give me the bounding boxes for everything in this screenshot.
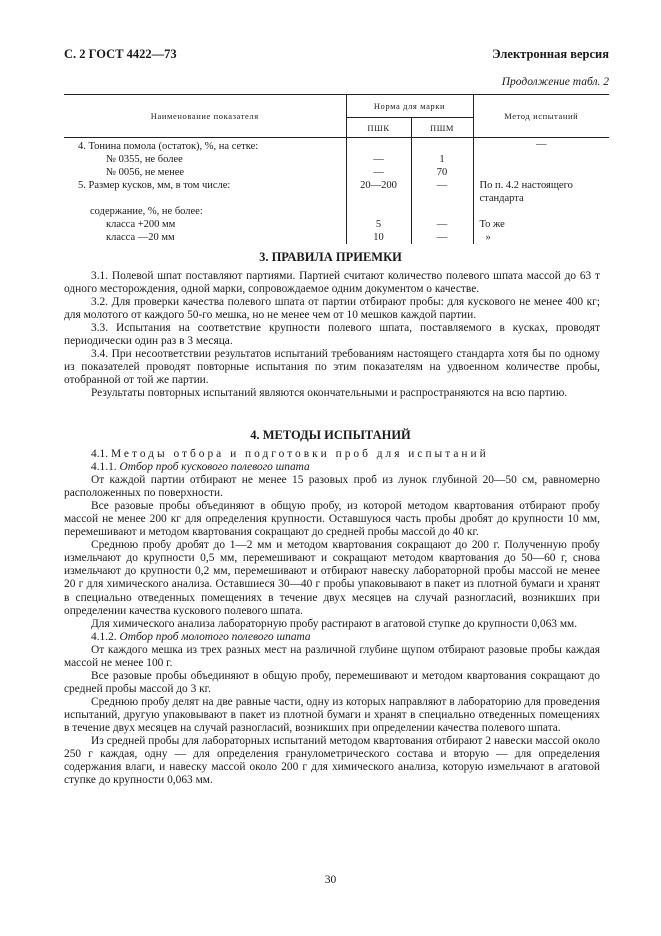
section-4-title: 4. МЕТОДЫ ИСПЫТАНИЙ <box>250 428 411 442</box>
table-row <box>64 166 609 179</box>
paragraph: 3.2. Для проверки качества полевого шпата от партии отбирают пробы: для кускового не менее 400 кг; для молотого от каждого 50-го мешка, но не менее чем от 10 мешков каждой партии. <box>64 296 600 322</box>
subsection-heading: 4.1.2. Отбор проб молотого полевого шпата <box>91 630 311 643</box>
paragraph: Среднюю пробу делят на две равные части, одну из которых направляют в лабораторию для проведения испытаний, другую упаковывают в пакет из плотной бумаги и хранят в специально отведенных помещениях в течение двух месяцев на случай разногласий, возникших при определении качества полевого шпата. <box>64 695 600 734</box>
paragraph: От каждого мешка из трех разных мест на различной глубине щупом отбирают разовые пробы каждая массой не менее 100 г. <box>64 643 600 669</box>
row-name: 5. Размер кусков, мм, в том числе: <box>78 180 231 191</box>
row-name: № 0355, не более <box>106 154 183 165</box>
paragraph: Для химического анализа лабораторную пробу растирают в агатовой ступке до крупности 0,063 мм. <box>91 617 578 630</box>
row-value-pshm: 70 <box>411 166 473 179</box>
header-grade-pshm: ПШМ <box>411 118 473 138</box>
row-name: № 0056, не менее <box>106 167 185 178</box>
subsection-title: Отбор проб кускового полевого шпата <box>119 461 310 474</box>
row-value-pshm: — <box>411 179 473 205</box>
header-right: Электронная версия <box>492 47 609 61</box>
row-value-pshm <box>411 205 473 218</box>
row-method <box>473 166 609 179</box>
row-method: » <box>473 231 609 244</box>
header-norm: Норма для марки <box>346 95 473 118</box>
row-value-pshm: — <box>411 231 473 244</box>
page-number: 30 <box>324 874 337 886</box>
header-grade-pshk: ПШК <box>346 118 411 138</box>
table-row <box>64 231 609 244</box>
row-method: То же <box>473 218 609 231</box>
row-value-pshk: 20—200 <box>346 179 411 205</box>
paragraph: Из средней пробы для лабораторных испытаний методом квартования отбирают 2 навески массой около 250 г каждая, одну — для определения гранулометрического состава и вторую — для определения содержания влаги, и навеску массой около 200 г для химического анализа, которую измельчают в агатовой ступке до крупности 0,063 мм. <box>64 735 600 787</box>
row-method <box>473 205 609 218</box>
paragraph: 3.3. Испытания на соответствие крупности полевого шпата, поставляемого в кусках, проводят периодически один раз в 3 месяца. <box>64 322 600 348</box>
subsection-heading: 4.1. Методы отбора и подготовки проб для испытаний <box>91 448 489 460</box>
row-method: — <box>473 138 609 154</box>
row-value-pshk <box>346 205 411 218</box>
paragraph: От каждой партии отбирают не менее 15 разовых проб из лунок глубиной 20—50 см, равномерно расположенных по поверхности. <box>64 474 600 500</box>
row-method: По п. 4.2 настоящего стандарта <box>473 179 609 205</box>
header-left: С. 2 ГОСТ 4422—73 <box>64 47 177 61</box>
row-value-pshm <box>411 138 473 154</box>
section-3-title: 3. ПРАВИЛА ПРИЕМКИ <box>259 250 402 264</box>
row-name: класса +200 мм <box>106 219 176 230</box>
row-value-pshk: 10 <box>346 231 411 244</box>
row-name: класса —20 мм <box>106 232 175 243</box>
paragraph: Среднюю пробу дробят до 1—2 мм и методом квартования сокращают до 200 г. Полученную пробу измельчают до крупности 0,5 мм, перемешивают и сокращают методом квартования до 50—60 г, снова измельчают до крупности 0,2 мм, перемешивают и отбирают навеску лабораторной пробы массой не менее 20 г для химического анализа. Оставшиеся 30—40 г пробы упаковывают в пакет из плотной бумаги и хранят в специально отведенных помещениях в течение двух месяцев на случай разногласий, возникших при определении качества кускового полевого шпата. <box>64 539 600 617</box>
header-method: Метод испытаний <box>473 95 609 138</box>
header-indicator: Наименование показателя <box>64 95 346 138</box>
row-value-pshk: — <box>346 166 411 179</box>
paragraph: Результаты повторных испытаний являются окончательными и распространяются на всю партию. <box>91 387 568 400</box>
row-value-pshm: — <box>411 218 473 231</box>
row-name: содержание, %, не более: <box>90 206 203 217</box>
row-method <box>473 153 609 166</box>
paragraph: Все разовые пробы объединяют в общую пробу, из которой методом квартования отбирают пробу массой не менее 200 кг для определения крупности. Оставшуюся часть пробы дробят до крупности 10 мм, перемешивают и методом квартования сокращают до средней пробы массой до 40 кг. <box>64 500 600 539</box>
subsection-title: Методы отбора и подготовки проб для испытаний <box>110 448 489 460</box>
subsection-title: Отбор проб молотого полевого шпата <box>119 630 311 643</box>
table-row <box>64 138 609 154</box>
subsection-heading: 4.1.1. Отбор проб кускового полевого шпата <box>91 461 310 474</box>
table-row <box>64 179 609 205</box>
paragraph: 3.4. При несоответствии результатов испытаний требованиям настоящего стандарта хотя бы по одному из показателей проводят повторные испытания по этим показателям на удвоенном количестве пробы, отобранной от той же партии. <box>64 348 600 387</box>
row-value-pshk: 5 <box>346 218 411 231</box>
table-continuation-label: Продолжение табл. 2 <box>501 76 609 88</box>
section-3-body <box>64 270 600 400</box>
table-row <box>64 153 609 166</box>
indicators-table <box>64 94 609 244</box>
table-row <box>64 205 609 218</box>
paragraph: Все разовые пробы объединяют в общую пробу, перемешивают и методом квартования сокращают до средней пробы массой до 3 кг. <box>64 669 600 695</box>
row-value-pshk: — <box>346 153 411 166</box>
row-value-pshm: 1 <box>411 153 473 166</box>
section-4-body <box>64 448 600 787</box>
row-value-pshk <box>346 138 411 154</box>
row-name: 4. Тонина помола (остаток), %, на сетке: <box>78 141 259 152</box>
table-row <box>64 218 609 231</box>
paragraph: 3.1. Полевой шпат поставляют партиями. Партией считают количество полевого шпата массой до 63 т одного месторождения, одной марки, сопровождаемое одним документом о качестве. <box>64 270 600 296</box>
